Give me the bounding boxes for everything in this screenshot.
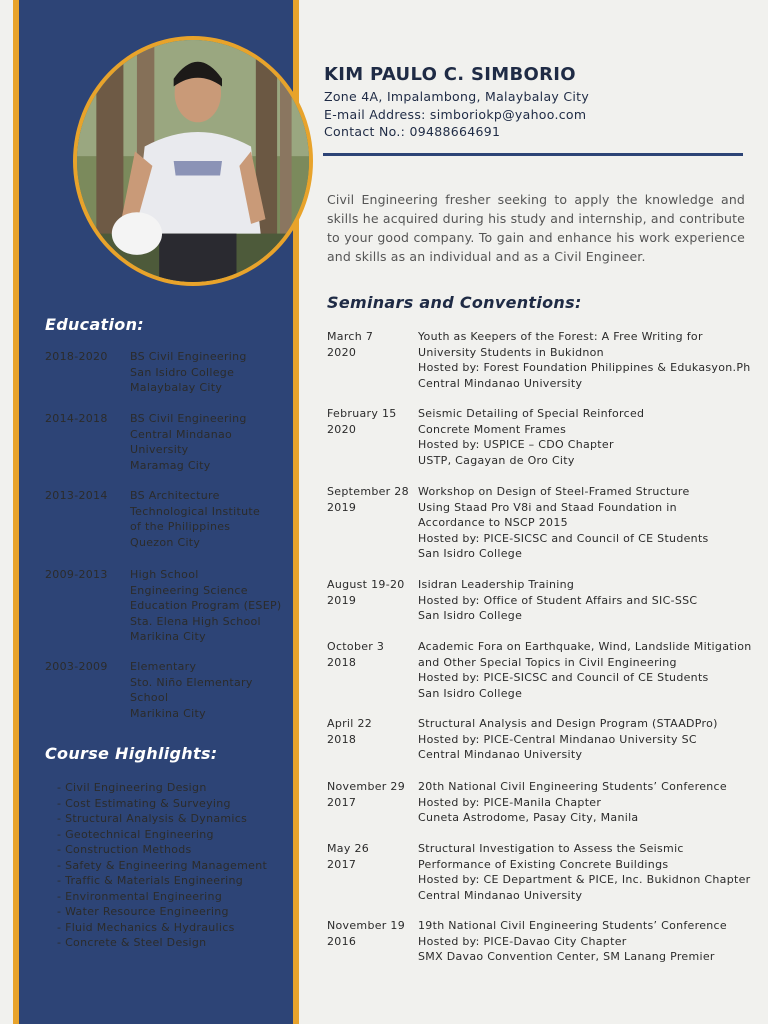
seminar-detail-line: Hosted by: PICE-SICSC and Council of CE Students	[418, 671, 709, 684]
seminar-detail-line: Hosted by: PICE-Central Mindanao University SC	[418, 732, 697, 746]
course-item: - Water Resource Engineering	[57, 905, 229, 918]
education-years: 2014-2018	[45, 412, 108, 425]
seminar-detail-line: Concrete Moment Frames	[418, 422, 567, 436]
seminar-date	[327, 484, 417, 515]
education-detail-line: Maramag City	[130, 458, 211, 472]
education-detail-line: of the Philippines	[130, 520, 231, 533]
seminar-date-line: 2019	[327, 593, 357, 607]
seminar-detail-line: 19th National Civil Engineering Students’ Conference	[418, 919, 727, 932]
education-detail-line: Malaybalay City	[130, 381, 223, 394]
course-item: - Traffic & Materials Engineering	[57, 874, 244, 887]
seminar-date	[327, 779, 417, 810]
education-detail-line: BS Civil Engineering	[130, 412, 247, 425]
seminar-detail-line: SMX Davao Convention Center, SM Lanang Premier	[418, 950, 715, 963]
education-details	[130, 349, 290, 396]
seminar-date-line: 2019	[327, 500, 357, 514]
course-item: - Structural Analysis & Dynamics	[57, 812, 248, 825]
seminar-detail-line: Cuneta Astrodome, Pasay City, Manila	[418, 811, 639, 824]
seminar-detail-line: Accordance to NSCP 2015	[418, 516, 568, 529]
seminar-details	[418, 918, 748, 965]
seminar-date-line: October 3	[327, 640, 385, 653]
education-details	[130, 567, 290, 645]
course-item: - Cost Estimating & Surveying	[57, 796, 231, 810]
seminar-detail-line: San Isidro College	[418, 609, 523, 622]
objective-text: Civil Engineering fresher seeking to apply the knowledge and skills he acquired during his study and internship, and contribute to your good company. To gain and enhance his work experience and skills as an individual and as a Civil Engineer.	[327, 192, 745, 264]
seminar-detail-line: Structural Analysis and Design Program (STAADPro)	[418, 717, 718, 730]
course-item: - Concrete & Steel Design	[57, 936, 207, 949]
seminar-date-line: November 29	[327, 780, 406, 793]
education-detail-line: BS Civil Engineering	[130, 350, 247, 363]
seminar-details	[418, 484, 748, 562]
seminar-date-line: 2020	[327, 345, 357, 359]
education-heading: Education:	[45, 315, 144, 334]
seminar-detail-line: and Other Special Topics in Civil Engineering	[418, 655, 677, 669]
seminar-detail-line: Hosted by: PICE-SICSC and Council of CE Students	[418, 531, 709, 545]
education-detail-line: Elementary	[130, 660, 197, 673]
seminar-date	[327, 639, 417, 670]
seminar-details	[418, 577, 748, 624]
seminar-detail-line: Seismic Detailing of Special Reinforced	[418, 407, 645, 420]
education-detail-line: Technological Institute	[130, 504, 261, 518]
seminar-date-line: March 7	[327, 330, 374, 343]
course-item: - Safety & Engineering Management	[57, 858, 268, 872]
education-details	[130, 659, 290, 721]
seminar-date-line: February 15	[327, 407, 397, 420]
seminar-details	[418, 639, 752, 701]
seminar-detail-line: San Isidro College	[418, 686, 523, 700]
seminar-detail-line: Workshop on Design of Steel-Framed Structure	[418, 485, 690, 498]
seminar-date-line: 2017	[327, 795, 357, 809]
seminar-detail-line: Hosted by: Forest Foundation Philippines & Edukasyon.Ph	[418, 361, 751, 374]
seminar-detail-line: Hosted by: USPICE – CDO Chapter	[418, 438, 614, 451]
education-detail-line: School	[130, 691, 169, 704]
seminar-detail-line: Academic Fora on Earthquake, Wind, Landslide Mitigation	[418, 640, 752, 653]
profile-photo	[73, 36, 313, 286]
seminar-date	[327, 918, 417, 949]
seminar-date	[327, 329, 417, 360]
seminar-detail-line: Central Mindanao University	[418, 888, 583, 902]
seminar-date-line: 2017	[327, 857, 357, 871]
education-years: 2009-2013	[45, 568, 108, 581]
seminar-detail-line: Hosted by: PICE-Manila Chapter	[418, 795, 602, 809]
seminar-date-line: 2018	[327, 655, 357, 669]
seminar-detail-line: San Isidro College	[418, 547, 523, 560]
education-years: 2003-2009	[45, 660, 108, 673]
education-years: 2018-2020	[45, 350, 108, 363]
education-detail-line: University	[130, 443, 189, 456]
education-detail-line: San Isidro College	[130, 365, 235, 379]
education-detail-line: BS Architecture	[130, 489, 220, 502]
education-details	[130, 411, 290, 473]
seminar-detail-line: University Students in Bukidnon	[418, 345, 604, 359]
education-detail-line: Marikina City	[130, 706, 206, 720]
seminar-detail-line: Structural Investigation to Assess the Seismic	[418, 842, 684, 855]
course-highlights-list	[57, 780, 267, 951]
seminar-date	[327, 841, 417, 872]
seminar-detail-line: Using Staad Pro V8i and Staad Foundation in	[418, 500, 677, 514]
education-detail-line: Engineering Science	[130, 583, 248, 597]
seminar-details	[418, 406, 748, 468]
seminar-date-line: August 19-20	[327, 578, 405, 591]
seminar-detail-line: Hosted by: CE Department & PICE, Inc. Bukidnon Chapter	[418, 873, 751, 886]
seminar-detail-line: Central Mindanao University	[418, 748, 583, 761]
seminar-detail-line: 20th National Civil Engineering Students’ Conference	[418, 780, 727, 793]
education-detail-line: Quezon City	[130, 535, 201, 549]
seminar-detail-line: Performance of Existing Concrete Buildings	[418, 857, 669, 871]
seminar-details	[418, 841, 751, 903]
course-highlights-heading: Course Highlights:	[45, 744, 218, 763]
course-item: - Fluid Mechanics & Hydraulics	[57, 920, 235, 934]
applicant-name: KIM PAULO C. SIMBORIO	[324, 64, 576, 85]
address: Zone 4A, Impalambong, Malaybalay City	[324, 89, 590, 104]
education-detail-line: Central Mindanao	[130, 427, 233, 441]
header-divider	[323, 153, 743, 156]
education-years: 2013-2014	[45, 489, 108, 502]
seminar-details	[418, 779, 748, 826]
education-detail-line: Education Program (ESEP)	[130, 599, 282, 612]
seminar-detail-line: Youth as Keepers of the Forest: A Free Writing for	[418, 330, 703, 343]
seminar-date-line: September 28	[327, 485, 409, 498]
education-detail-line: High School	[130, 568, 199, 581]
education-details	[130, 488, 290, 550]
profile-photo-image	[77, 40, 309, 282]
seminar-date-line: April 22	[327, 717, 373, 730]
education-detail-line: Sta. Elena High School	[130, 614, 261, 628]
seminar-detail-line: Hosted by: PICE-Davao City Chapter	[418, 934, 627, 948]
email-address: E-mail Address: simboriokp@yahoo.com	[324, 106, 587, 122]
seminar-detail-line: Hosted by: Office of Student Affairs and SIC-SSC	[418, 593, 698, 607]
seminar-date-line: 2016	[327, 934, 357, 948]
seminar-date	[327, 406, 417, 437]
seminar-date-line: May 26	[327, 842, 370, 855]
course-item: - Construction Methods	[57, 843, 192, 856]
seminar-details	[418, 716, 748, 763]
course-item: - Environmental Engineering	[57, 889, 223, 903]
seminar-date-line: 2018	[327, 732, 357, 746]
seminars-heading: Seminars and Conventions:	[327, 293, 582, 312]
course-item: - Civil Engineering Design	[57, 781, 207, 794]
seminar-date-line: November 19	[327, 919, 406, 932]
course-item: - Geotechnical Engineering	[57, 827, 214, 841]
seminar-detail-line: Central Mindanao University	[418, 376, 583, 390]
seminar-details	[418, 329, 751, 391]
left-accent-stripe	[13, 0, 19, 1024]
education-detail-line: Marikina City	[130, 630, 206, 643]
education-detail-line: Sto. Niño Elementary	[130, 675, 253, 689]
contact-info	[324, 88, 589, 141]
seminar-date-line: 2020	[327, 422, 357, 436]
seminar-date	[327, 577, 417, 608]
seminar-detail-line: USTP, Cagayan de Oro City	[418, 453, 575, 467]
seminar-detail-line: Isidran Leadership Training	[418, 578, 575, 591]
contact-number: Contact No.: 09488664691	[324, 124, 501, 139]
seminar-date	[327, 716, 417, 747]
